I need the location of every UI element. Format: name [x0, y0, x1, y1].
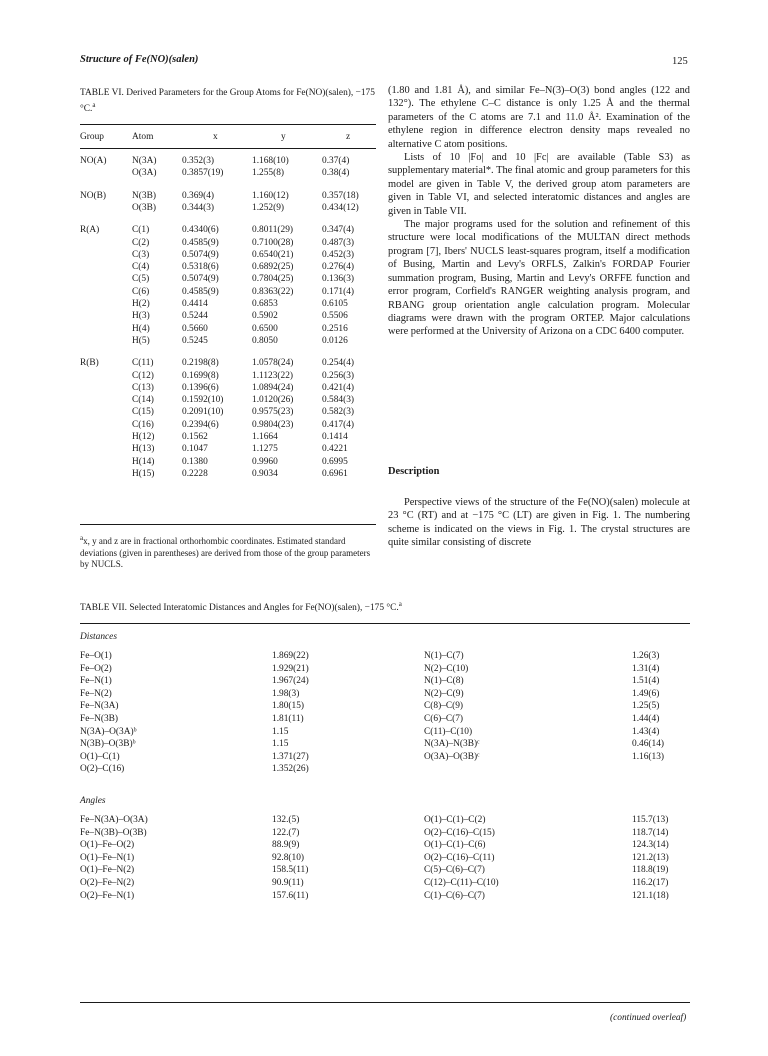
x-cell: 0.1699(8) — [182, 370, 219, 381]
value-left: 1.15 — [272, 726, 289, 737]
atom-cell: C(2) — [132, 237, 150, 248]
bond-label-left: Fe–N(1) — [80, 676, 112, 687]
bond-label-left: O(1)–Fe–N(2) — [80, 865, 135, 876]
value-left: 88.9(9) — [272, 840, 300, 851]
page-number: 125 — [672, 56, 688, 67]
group-cell: NO(B) — [80, 190, 107, 201]
bond-label-left: Fe–O(1) — [80, 651, 112, 661]
value-left: 1.929(21) — [272, 663, 309, 674]
value-left: 1.967(24) — [272, 676, 309, 687]
x-cell: 0.5074(9) — [182, 249, 219, 260]
bond-label-left: O(1)–Fe–N(1) — [80, 852, 135, 863]
table7-caption-text: TABLE VII. Selected Interatomic Distances and Angles for Fe(NO)(salen), −175 °C. — [80, 603, 399, 614]
y-cell: 0.8011(29) — [252, 225, 294, 236]
y-cell: 1.0578(24) — [252, 358, 294, 369]
value-left: 1.81(11) — [272, 714, 304, 724]
z-cell: 0.254(4) — [322, 358, 355, 369]
bond-label-left: O(2)–Fe–N(1) — [80, 890, 135, 901]
paragraph-supplementary: Lists of 10 |Fo| and 10 |Fc| are available (Table S3) as supplementary material*. The final atomic and group parameters for this model are given in Table V, the derived group atom parameters are given in Table VI, and selected interatomic distances and angles are given in Table VII. — [388, 152, 690, 217]
atom-cell: H(4) — [132, 323, 150, 334]
z-cell: 0.256(3) — [322, 370, 355, 381]
atom-cell: C(1) — [132, 225, 150, 236]
value-left: 1.371(27) — [272, 751, 309, 762]
value-left: 158.5(11) — [272, 865, 309, 876]
z-cell: 0.434(12) — [322, 202, 359, 213]
value-right: 1.25(5) — [632, 701, 660, 712]
bond-label-right: O(2)–C(16)–C(15) — [424, 827, 495, 838]
atom-cell: H(3) — [132, 311, 150, 322]
z-cell: 0.357(18) — [322, 190, 359, 201]
atom-cell: C(11) — [132, 358, 154, 369]
table7-bottom-rule — [80, 1002, 690, 1003]
bond-label-right: O(1)–C(1)–C(2) — [424, 815, 486, 825]
atom-cell: C(12) — [132, 370, 154, 381]
description-text — [388, 496, 690, 550]
value-right: 124.3(14) — [632, 840, 669, 851]
group-cell: NO(A) — [80, 156, 107, 166]
bond-label-left: Fe–O(2) — [80, 663, 112, 674]
atom-cell: C(4) — [132, 262, 150, 273]
value-right: 118.8(19) — [632, 865, 669, 876]
z-cell: 0.421(4) — [322, 382, 355, 393]
value-right: 1.49(6) — [632, 688, 660, 699]
bond-label-right: C(12)–C(11)–C(10) — [424, 878, 499, 888]
atom-cell: O(3A) — [132, 168, 157, 179]
atom-cell: H(5) — [132, 335, 150, 346]
continued-note: (continued overleaf) — [610, 1013, 687, 1023]
x-cell: 0.5318(6) — [182, 262, 219, 273]
x-cell: 0.3857(19) — [182, 168, 224, 179]
y-cell: 0.9804(23) — [252, 419, 294, 430]
bond-label-left: N(3B)–O(3B)ᵇ — [80, 739, 136, 750]
bond-label-left: N(3A)–O(3A)ᵇ — [80, 726, 137, 737]
z-cell: 0.37(4) — [322, 156, 350, 166]
y-cell: 1.1275 — [252, 444, 278, 455]
value-right: 118.7(14) — [632, 827, 669, 838]
z-cell: 0.38(4) — [322, 168, 350, 179]
value-left: 1.352(26) — [272, 764, 309, 775]
y-cell: 0.6500 — [252, 323, 278, 334]
group-cell: R(A) — [80, 225, 100, 236]
x-cell: 0.2198(8) — [182, 358, 219, 369]
value-right: 115.7(13) — [632, 815, 669, 825]
z-cell: 0.4221 — [322, 444, 348, 455]
x-cell: 0.5244 — [182, 311, 208, 322]
y-cell: 0.8050 — [252, 335, 278, 346]
value-right: 121.2(13) — [632, 852, 669, 863]
value-right: 1.16(13) — [632, 751, 665, 762]
value-left: 1.15 — [272, 739, 289, 750]
x-cell: 0.1047 — [182, 444, 208, 455]
atom-cell: C(6) — [132, 286, 150, 297]
table6-col-group: Group — [80, 132, 104, 142]
table6-caption-text: TABLE VI. Derived Parameters for the Group Atoms for Fe(NO)(salen), −175 °C. — [80, 88, 375, 114]
bond-label-right: O(2)–C(16)–C(11) — [424, 852, 495, 863]
atom-cell: C(15) — [132, 407, 154, 418]
bond-label-right: C(6)–C(7) — [424, 714, 464, 724]
y-cell: 1.0894(24) — [252, 382, 294, 393]
z-cell: 0.417(4) — [322, 419, 355, 430]
y-cell: 0.7100(28) — [252, 237, 294, 248]
value-right: 1.26(3) — [632, 651, 660, 661]
x-cell: 0.4414 — [182, 299, 208, 309]
bond-label-right: O(1)–C(1)–C(6) — [424, 840, 486, 851]
bond-label-right: C(8)–C(9) — [424, 701, 464, 712]
bond-label-right: C(11)–C(10) — [424, 726, 473, 737]
paragraph-bond-angles: (1.80 and 1.81 Å), and similar Fe–N(3)–O(3) bond angles (122 and 132°). The ethylene C–C distance is only 1.25 Å and the thermal parameters of the C atoms are 7.1 and 11.0 Å². Examination of the ethylene region in difference electron density maps revealed no alternative C atom positions. — [388, 85, 690, 150]
y-cell: 0.9034 — [252, 468, 278, 479]
z-cell: 0.452(3) — [322, 249, 355, 260]
x-cell: 0.2394(6) — [182, 419, 219, 430]
y-cell: 1.252(9) — [252, 202, 285, 213]
table6-col-y: y — [281, 132, 286, 142]
table6-top-rule — [80, 124, 376, 125]
atom-cell: O(3B) — [132, 202, 156, 213]
atom-cell: C(14) — [132, 395, 154, 406]
value-left: 1.98(3) — [272, 688, 300, 699]
x-cell: 0.1562 — [182, 432, 208, 442]
atom-cell: H(2) — [132, 299, 150, 309]
x-cell: 0.1592(10) — [182, 395, 224, 406]
y-cell: 0.9575(23) — [252, 407, 294, 418]
table7-caption-mark: a — [398, 600, 402, 608]
x-cell: 0.5074(9) — [182, 274, 219, 285]
bond-label-left: O(1)–Fe–O(2) — [80, 840, 135, 851]
value-left: 90.9(11) — [272, 878, 304, 888]
z-cell: 0.582(3) — [322, 407, 355, 418]
y-cell: 0.7804(25) — [252, 274, 294, 285]
x-cell: 0.352(3) — [182, 156, 215, 166]
atom-cell: N(3B) — [132, 190, 156, 201]
atom-cell: C(3) — [132, 249, 150, 260]
section-heading-description: Description — [388, 466, 440, 477]
table6-caption — [80, 88, 376, 115]
atom-cell: N(3A) — [132, 156, 157, 166]
atom-cell: H(15) — [132, 468, 155, 479]
x-cell: 0.1380 — [182, 456, 208, 467]
atom-cell: H(13) — [132, 444, 155, 455]
y-cell: 0.6540(21) — [252, 249, 294, 260]
table7-distances-label: Distances — [80, 632, 117, 642]
table6-caption-mark: a — [92, 100, 96, 109]
value-right: 121.1(18) — [632, 890, 669, 901]
value-left: 92.8(10) — [272, 852, 305, 863]
y-cell: 0.8363(22) — [252, 286, 294, 297]
atom-cell: H(14) — [132, 456, 155, 467]
y-cell: 1.1123(22) — [252, 370, 294, 381]
y-cell: 1.1664 — [252, 432, 278, 442]
atom-cell: H(12) — [132, 432, 155, 442]
x-cell: 0.4585(9) — [182, 286, 219, 297]
atom-cell: C(5) — [132, 274, 150, 285]
table6-header-rule — [80, 148, 376, 149]
bond-label-left: O(2)–Fe–N(2) — [80, 878, 135, 888]
bond-label-left: Fe–N(3A) — [80, 701, 119, 712]
table6-col-z: z — [346, 132, 351, 142]
x-cell: 0.4585(9) — [182, 237, 219, 248]
x-cell: 0.2091(10) — [182, 407, 224, 418]
running-header: Structure of Fe(NO)(salen) — [80, 54, 199, 65]
y-cell: 0.9960 — [252, 456, 278, 467]
z-cell: 0.5506 — [322, 311, 348, 322]
z-cell: 0.6105 — [322, 299, 348, 309]
bond-label-left: Fe–N(3A)–O(3A) — [80, 815, 148, 825]
table7-top-rule — [80, 623, 690, 624]
z-cell: 0.1414 — [322, 432, 348, 442]
value-left: 157.6(11) — [272, 890, 309, 901]
x-cell: 0.369(4) — [182, 190, 215, 201]
z-cell: 0.171(4) — [322, 286, 355, 297]
bond-label-right: N(1)–C(8) — [424, 676, 464, 687]
x-cell: 0.1396(6) — [182, 382, 219, 393]
x-cell: 0.5660 — [182, 323, 208, 334]
value-left: 132.(5) — [272, 815, 300, 825]
bond-label-right: O(3A)–O(3B)ᶜ — [424, 751, 480, 762]
bond-label-right: N(2)–C(10) — [424, 663, 469, 674]
z-cell: 0.584(3) — [322, 395, 355, 406]
table7-caption — [80, 600, 402, 613]
atom-cell: C(16) — [132, 419, 154, 430]
z-cell: 0.276(4) — [322, 262, 355, 273]
table6-col-atom: Atom — [132, 132, 154, 142]
paragraph-description: Perspective views of the structure of the Fe(NO)(salen) molecule at 23 °C (RT) and at −175 °C (LT) are given in Fig. 1. The numbering scheme is indicated on the views in Fig. 1. The crystal structures are quite similar consisting of discrete — [388, 497, 690, 549]
table6-bottom-rule — [80, 524, 376, 525]
paragraph-programs: The major programs used for the solution and refinement of this structure were local modifications of the MULTAN direct methods program [7], Ibers' NUCLS least-squares program, itself a modification of Busing, Martin and Levy's ORFLS, Zalkin's FORDAP Fourier summation program, Busing, Martin and Levy's ORFFE function and error program, Corfield's RANGER weighting analysis program, and RBANG group orientation angle calculation program. Molecular diagrams were drawn with the program ORTEP. Major calculations were performed at the University of Arizona on a CDC 6400 computer. — [388, 219, 690, 338]
value-right: 0.46(14) — [632, 739, 665, 750]
table6-footnote-text: x, y and z are in fractional orthorhombic coordinates. Estimated standard deviations (given in parentheses) are derived from those of the group parameters by NUCLS. — [80, 536, 371, 569]
table6-footnote — [80, 533, 376, 571]
y-cell: 0.5902 — [252, 311, 278, 322]
value-right: 1.43(4) — [632, 726, 660, 737]
value-right: 1.51(4) — [632, 676, 660, 687]
atom-cell: C(13) — [132, 382, 154, 393]
y-cell: 0.6853 — [252, 299, 278, 309]
right-column-text — [388, 84, 690, 339]
bond-label-left: O(2)–C(16) — [80, 764, 125, 775]
group-cell: R(B) — [80, 358, 99, 369]
y-cell: 1.160(12) — [252, 190, 289, 201]
z-cell: 0.136(3) — [322, 274, 355, 285]
value-right: 1.31(4) — [632, 663, 660, 674]
bond-label-right: N(1)–C(7) — [424, 651, 464, 661]
y-cell: 1.168(10) — [252, 156, 289, 166]
y-cell: 1.255(8) — [252, 168, 285, 179]
x-cell: 0.344(3) — [182, 202, 215, 213]
bond-label-right: C(1)–C(6)–C(7) — [424, 890, 485, 901]
bond-label-left: O(1)–C(1) — [80, 751, 120, 762]
z-cell: 0.347(4) — [322, 225, 355, 236]
x-cell: 0.2228 — [182, 468, 208, 479]
x-cell: 0.4340(6) — [182, 225, 219, 236]
bond-label-left: Fe–N(3B)–O(3B) — [80, 827, 147, 838]
table7-angles-label: Angles — [80, 796, 106, 806]
value-left: 1.869(22) — [272, 651, 309, 661]
value-right: 116.2(17) — [632, 878, 669, 888]
bond-label-right: C(5)–C(6)–C(7) — [424, 865, 485, 876]
value-left: 122.(7) — [272, 827, 300, 838]
bond-label-right: N(2)–C(9) — [424, 688, 464, 699]
z-cell: 0.487(3) — [322, 237, 355, 248]
z-cell: 0.2516 — [322, 323, 348, 334]
bond-label-left: Fe–N(2) — [80, 688, 112, 699]
z-cell: 0.6961 — [322, 468, 348, 479]
bond-label-right: N(3A)–N(3B)ᶜ — [424, 739, 480, 750]
bond-label-left: Fe–N(3B) — [80, 714, 119, 724]
value-left: 1.80(15) — [272, 701, 305, 712]
x-cell: 0.5245 — [182, 335, 208, 346]
table6-footnote-mark: a — [80, 534, 84, 542]
y-cell: 1.0120(26) — [252, 395, 294, 406]
table6-col-x: x — [213, 132, 218, 142]
z-cell: 0.6995 — [322, 456, 348, 467]
value-right: 1.44(4) — [632, 714, 660, 724]
z-cell: 0.0126 — [322, 335, 348, 346]
y-cell: 0.6892(25) — [252, 262, 294, 273]
